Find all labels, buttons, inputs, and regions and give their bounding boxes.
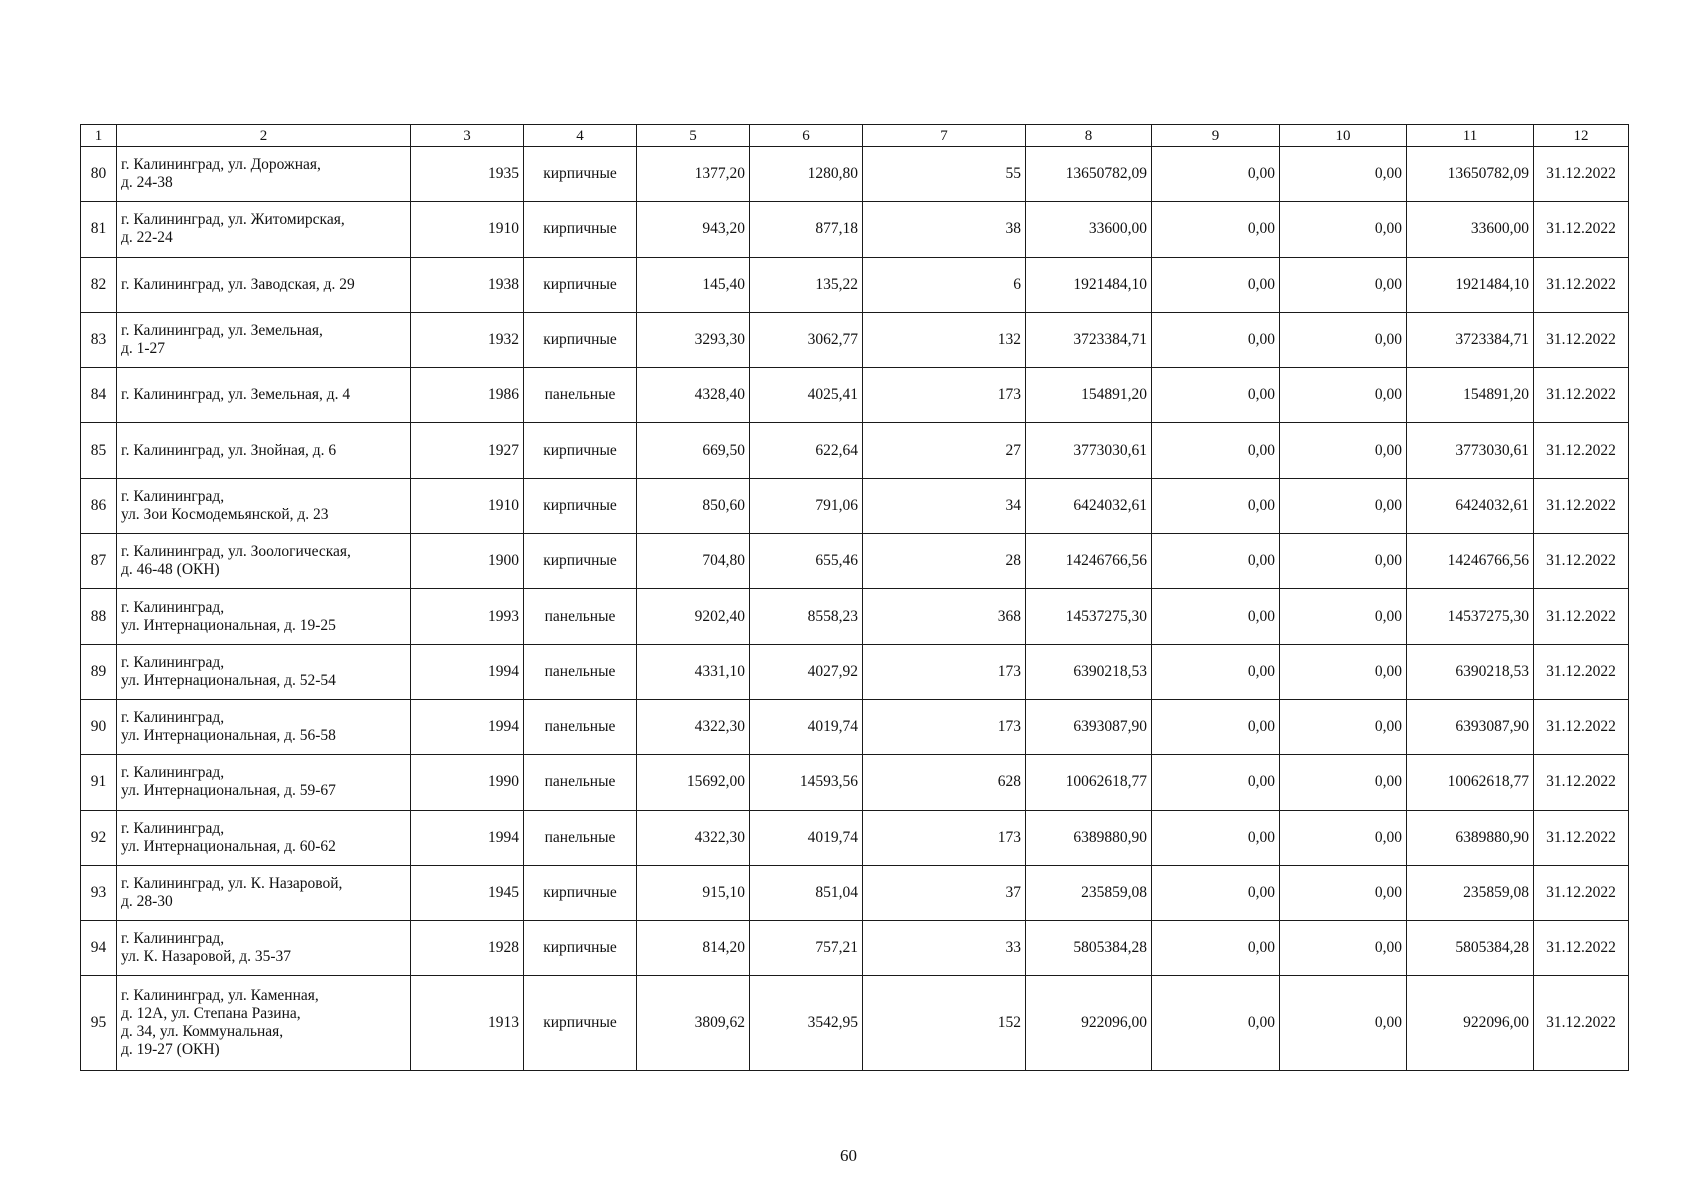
row-number-cell: 86 [81,478,117,533]
cost-total-cell: 5805384,28 [1026,921,1152,976]
wall-material-cell: кирпичные [524,478,637,533]
living-area-cell: 4019,74 [750,810,863,865]
address-cell: г. Калининград, ул. К. Назаровой, д. 35-37 [117,921,411,976]
table-row [81,423,1629,478]
total-area-cell: 4328,40 [637,368,750,423]
year-built-cell: 1994 [411,699,524,754]
table-row [81,865,1629,920]
residents-cell: 368 [863,589,1026,644]
year-built-cell: 1938 [411,257,524,312]
cost-fund-cell: 6393087,90 [1407,699,1534,754]
year-built-cell: 1932 [411,312,524,367]
year-built-cell: 1927 [411,423,524,478]
cost-total-cell: 235859,08 [1026,865,1152,920]
cost-fund-cell: 154891,20 [1407,368,1534,423]
deadline-date-cell: 31.12.2022 [1534,976,1629,1071]
living-area-cell: 8558,23 [750,589,863,644]
row-number-cell: 95 [81,976,117,1071]
row-number-cell: 93 [81,865,117,920]
cost-total-cell: 14537275,30 [1026,589,1152,644]
residents-cell: 152 [863,976,1026,1071]
total-area-cell: 4322,30 [637,699,750,754]
residents-cell: 55 [863,147,1026,202]
living-area-cell: 1280,80 [750,147,863,202]
residents-cell: 34 [863,478,1026,533]
wall-material-cell: панельные [524,589,637,644]
row-number-cell: 80 [81,147,117,202]
cost-fund-cell: 14246766,56 [1407,534,1534,589]
cost-federal-cell: 0,00 [1152,976,1280,1071]
cost-federal-cell: 0,00 [1152,699,1280,754]
cost-fund-cell: 6424032,61 [1407,478,1534,533]
column-header-9: 9 [1152,125,1280,147]
living-area-cell: 3542,95 [750,976,863,1071]
cost-regional-cell: 0,00 [1280,534,1407,589]
table-row [81,478,1629,533]
cost-regional-cell: 0,00 [1280,478,1407,533]
cost-total-cell: 3723384,71 [1026,312,1152,367]
residents-cell: 28 [863,534,1026,589]
year-built-cell: 1994 [411,644,524,699]
row-number-cell: 88 [81,589,117,644]
address-cell: г. Калининград, ул. Дорожная, д. 24-38 [117,147,411,202]
deadline-date-cell: 31.12.2022 [1534,202,1629,257]
residents-cell: 132 [863,312,1026,367]
table-row [81,810,1629,865]
cost-regional-cell: 0,00 [1280,644,1407,699]
wall-material-cell: панельные [524,368,637,423]
cost-federal-cell: 0,00 [1152,865,1280,920]
wall-material-cell: кирпичные [524,423,637,478]
total-area-cell: 1377,20 [637,147,750,202]
deadline-date-cell: 31.12.2022 [1534,921,1629,976]
cost-regional-cell: 0,00 [1280,699,1407,754]
column-header-11: 11 [1407,125,1534,147]
living-area-cell: 851,04 [750,865,863,920]
table-row [81,147,1629,202]
address-cell: г. Калининград, ул. Земельная, д. 4 [117,368,411,423]
cost-federal-cell: 0,00 [1152,257,1280,312]
cost-regional-cell: 0,00 [1280,312,1407,367]
row-number-cell: 89 [81,644,117,699]
deadline-date-cell: 31.12.2022 [1534,865,1629,920]
residents-cell: 173 [863,810,1026,865]
cost-federal-cell: 0,00 [1152,202,1280,257]
cost-total-cell: 1921484,10 [1026,257,1152,312]
column-header-2: 2 [117,125,411,147]
living-area-cell: 4019,74 [750,699,863,754]
deadline-date-cell: 31.12.2022 [1534,312,1629,367]
year-built-cell: 1986 [411,368,524,423]
cost-total-cell: 13650782,09 [1026,147,1152,202]
cost-total-cell: 33600,00 [1026,202,1152,257]
column-header-7: 7 [863,125,1026,147]
cost-federal-cell: 0,00 [1152,534,1280,589]
row-number-cell: 83 [81,312,117,367]
cost-total-cell: 6393087,90 [1026,699,1152,754]
cost-regional-cell: 0,00 [1280,921,1407,976]
table-row [81,644,1629,699]
living-area-cell: 791,06 [750,478,863,533]
year-built-cell: 1910 [411,478,524,533]
living-area-cell: 757,21 [750,921,863,976]
wall-material-cell: кирпичные [524,865,637,920]
deadline-date-cell: 31.12.2022 [1534,423,1629,478]
cost-federal-cell: 0,00 [1152,147,1280,202]
residents-cell: 6 [863,257,1026,312]
total-area-cell: 3293,30 [637,312,750,367]
table-row [81,534,1629,589]
table-row [81,368,1629,423]
residents-cell: 38 [863,202,1026,257]
cost-regional-cell: 0,00 [1280,202,1407,257]
cost-total-cell: 6390218,53 [1026,644,1152,699]
cost-fund-cell: 1921484,10 [1407,257,1534,312]
address-cell: г. Калининград, ул. К. Назаровой, д. 28-30 [117,865,411,920]
cost-fund-cell: 3773030,61 [1407,423,1534,478]
page-number: 60 [840,1146,857,1165]
cost-fund-cell: 235859,08 [1407,865,1534,920]
address-cell: г. Калининград, ул. Знойная, д. 6 [117,423,411,478]
cost-federal-cell: 0,00 [1152,589,1280,644]
address-cell: г. Калининград, ул. Интернациональная, д. 59-67 [117,755,411,810]
living-area-cell: 14593,56 [750,755,863,810]
wall-material-cell: панельные [524,699,637,754]
cost-fund-cell: 14537275,30 [1407,589,1534,644]
cost-fund-cell: 922096,00 [1407,976,1534,1071]
cost-total-cell: 14246766,56 [1026,534,1152,589]
residents-cell: 33 [863,921,1026,976]
wall-material-cell: кирпичные [524,312,637,367]
living-area-cell: 135,22 [750,257,863,312]
deadline-date-cell: 31.12.2022 [1534,478,1629,533]
living-area-cell: 4025,41 [750,368,863,423]
deadline-date-cell: 31.12.2022 [1534,589,1629,644]
table-row [81,921,1629,976]
cost-fund-cell: 5805384,28 [1407,921,1534,976]
cost-regional-cell: 0,00 [1280,976,1407,1071]
year-built-cell: 1945 [411,865,524,920]
column-header-10: 10 [1280,125,1407,147]
housing-registry-table [80,124,1629,1071]
year-built-cell: 1990 [411,755,524,810]
total-area-cell: 850,60 [637,478,750,533]
row-number-cell: 81 [81,202,117,257]
year-built-cell: 1913 [411,976,524,1071]
column-header-8: 8 [1026,125,1152,147]
cost-fund-cell: 3723384,71 [1407,312,1534,367]
deadline-date-cell: 31.12.2022 [1534,534,1629,589]
address-cell: г. Калининград, ул. Заводская, д. 29 [117,257,411,312]
year-built-cell: 1993 [411,589,524,644]
deadline-date-cell: 31.12.2022 [1534,368,1629,423]
table-row [81,755,1629,810]
cost-regional-cell: 0,00 [1280,865,1407,920]
cost-regional-cell: 0,00 [1280,810,1407,865]
address-cell: г. Калининград, ул. Каменная, д. 12А, ул. Степана Разина, д. 34, ул. Коммунальная, д. 19-27 (ОКН) [117,976,411,1071]
table-row [81,312,1629,367]
column-header-5: 5 [637,125,750,147]
year-built-cell: 1900 [411,534,524,589]
address-cell: г. Калининград, ул. Интернациональная, д. 60-62 [117,810,411,865]
cost-federal-cell: 0,00 [1152,921,1280,976]
deadline-date-cell: 31.12.2022 [1534,699,1629,754]
row-number-cell: 92 [81,810,117,865]
total-area-cell: 145,40 [637,257,750,312]
living-area-cell: 655,46 [750,534,863,589]
total-area-cell: 704,80 [637,534,750,589]
residents-cell: 628 [863,755,1026,810]
total-area-cell: 4322,30 [637,810,750,865]
living-area-cell: 877,18 [750,202,863,257]
cost-total-cell: 6389880,90 [1026,810,1152,865]
cost-regional-cell: 0,00 [1280,755,1407,810]
cost-fund-cell: 33600,00 [1407,202,1534,257]
address-cell: г. Калининград, ул. Житомирская, д. 22-24 [117,202,411,257]
cost-total-cell: 6424032,61 [1026,478,1152,533]
living-area-cell: 3062,77 [750,312,863,367]
total-area-cell: 669,50 [637,423,750,478]
column-header-3: 3 [411,125,524,147]
wall-material-cell: панельные [524,644,637,699]
total-area-cell: 3809,62 [637,976,750,1071]
residents-cell: 173 [863,368,1026,423]
cost-regional-cell: 0,00 [1280,147,1407,202]
cost-regional-cell: 0,00 [1280,368,1407,423]
wall-material-cell: панельные [524,755,637,810]
cost-total-cell: 922096,00 [1026,976,1152,1071]
wall-material-cell: кирпичные [524,921,637,976]
total-area-cell: 814,20 [637,921,750,976]
row-number-cell: 85 [81,423,117,478]
row-number-cell: 82 [81,257,117,312]
cost-federal-cell: 0,00 [1152,755,1280,810]
total-area-cell: 15692,00 [637,755,750,810]
living-area-cell: 4027,92 [750,644,863,699]
table-row [81,699,1629,754]
wall-material-cell: кирпичные [524,257,637,312]
cost-federal-cell: 0,00 [1152,368,1280,423]
cost-total-cell: 154891,20 [1026,368,1152,423]
address-cell: г. Калининград, ул. Интернациональная, д. 19-25 [117,589,411,644]
table-row [81,976,1629,1071]
residents-cell: 173 [863,699,1026,754]
year-built-cell: 1994 [411,810,524,865]
wall-material-cell: панельные [524,810,637,865]
cost-fund-cell: 6390218,53 [1407,644,1534,699]
cost-fund-cell: 6389880,90 [1407,810,1534,865]
deadline-date-cell: 31.12.2022 [1534,147,1629,202]
residents-cell: 173 [863,644,1026,699]
column-header-12: 12 [1534,125,1629,147]
row-number-cell: 87 [81,534,117,589]
deadline-date-cell: 31.12.2022 [1534,810,1629,865]
residents-cell: 27 [863,423,1026,478]
cost-federal-cell: 0,00 [1152,423,1280,478]
deadline-date-cell: 31.12.2022 [1534,644,1629,699]
year-built-cell: 1928 [411,921,524,976]
cost-total-cell: 3773030,61 [1026,423,1152,478]
deadline-date-cell: 31.12.2022 [1534,755,1629,810]
cost-regional-cell: 0,00 [1280,589,1407,644]
wall-material-cell: кирпичные [524,202,637,257]
deadline-date-cell: 31.12.2022 [1534,257,1629,312]
address-cell: г. Калининград, ул. Интернациональная, д. 52-54 [117,644,411,699]
table-row [81,257,1629,312]
table-body [81,147,1629,1071]
address-cell: г. Калининград, ул. Зоологическая, д. 46-48 (ОКН) [117,534,411,589]
row-number-cell: 91 [81,755,117,810]
column-header-1: 1 [81,125,117,147]
row-number-cell: 84 [81,368,117,423]
cost-total-cell: 10062618,77 [1026,755,1152,810]
year-built-cell: 1910 [411,202,524,257]
cost-federal-cell: 0,00 [1152,810,1280,865]
row-number-cell: 90 [81,699,117,754]
wall-material-cell: кирпичные [524,976,637,1071]
cost-fund-cell: 13650782,09 [1407,147,1534,202]
row-number-cell: 94 [81,921,117,976]
column-number-row [81,125,1629,147]
address-cell: г. Калининград, ул. Зои Космодемьянской, д. 23 [117,478,411,533]
cost-federal-cell: 0,00 [1152,644,1280,699]
wall-material-cell: кирпичные [524,534,637,589]
residents-cell: 37 [863,865,1026,920]
address-cell: г. Калининград, ул. Интернациональная, д. 56-58 [117,699,411,754]
cost-regional-cell: 0,00 [1280,257,1407,312]
table-row [81,202,1629,257]
cost-regional-cell: 0,00 [1280,423,1407,478]
total-area-cell: 915,10 [637,865,750,920]
total-area-cell: 9202,40 [637,589,750,644]
total-area-cell: 4331,10 [637,644,750,699]
cost-federal-cell: 0,00 [1152,312,1280,367]
cost-federal-cell: 0,00 [1152,478,1280,533]
table-row [81,589,1629,644]
address-cell: г. Калининград, ул. Земельная, д. 1-27 [117,312,411,367]
living-area-cell: 622,64 [750,423,863,478]
year-built-cell: 1935 [411,147,524,202]
column-header-6: 6 [750,125,863,147]
wall-material-cell: кирпичные [524,147,637,202]
column-header-4: 4 [524,125,637,147]
total-area-cell: 943,20 [637,202,750,257]
cost-fund-cell: 10062618,77 [1407,755,1534,810]
